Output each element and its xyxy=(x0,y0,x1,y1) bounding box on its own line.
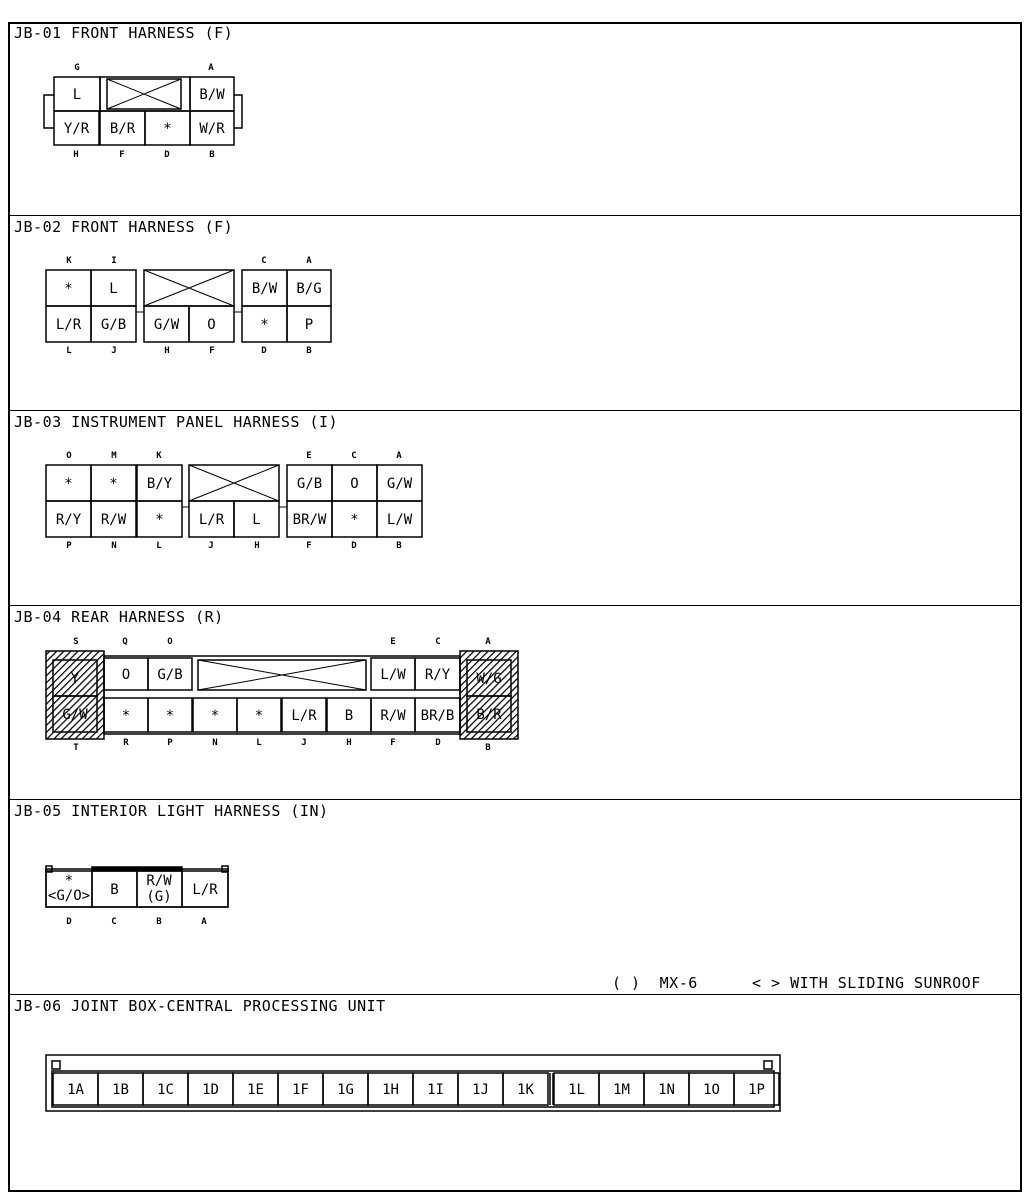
pin-letter: C xyxy=(435,637,441,647)
wire-color-label: B/Y xyxy=(146,476,173,492)
pin-letter: B xyxy=(396,541,402,551)
wire-color-label: * xyxy=(64,873,74,889)
wire-color-label: 1I xyxy=(427,1082,444,1098)
wire-color-label: G/B xyxy=(157,667,183,683)
pin-letter: D xyxy=(164,150,170,160)
wire-color-label: B/W xyxy=(199,87,225,103)
wire-color-label: BR/W xyxy=(292,512,327,528)
section-title: JB-06 JOINT BOX-CENTRAL PROCESSING UNIT xyxy=(14,997,386,1015)
pin-letter: H xyxy=(254,541,260,551)
wire-color-label: * xyxy=(260,317,269,333)
pin-letter: S xyxy=(73,637,79,647)
wire-color-label: * xyxy=(64,281,73,297)
pin-letter: T xyxy=(73,743,79,753)
pin-letter: Q xyxy=(122,637,128,647)
wire-color-label: 1E xyxy=(247,1082,264,1098)
hatched-lock-block xyxy=(46,651,104,739)
pin-letter: F xyxy=(119,150,125,160)
pin-letter: L xyxy=(66,346,72,356)
wire-color-label: 1A xyxy=(67,1082,84,1098)
pin-letter: M xyxy=(111,451,117,461)
wire-color-label: 1M xyxy=(613,1082,630,1098)
wire-color-label: L xyxy=(72,87,82,103)
wire-color-label: <G/O> xyxy=(47,888,91,904)
pin-letter: A xyxy=(485,637,491,647)
pin-letter: E xyxy=(390,637,396,647)
pin-letter: A xyxy=(396,451,402,461)
section-title: JB-05 INTERIOR LIGHT HARNESS (IN) xyxy=(14,802,329,820)
wire-color-label: L/W xyxy=(380,667,406,683)
wire-color-label: * xyxy=(165,708,175,724)
wire-color-label: O xyxy=(207,317,216,333)
pin-letter: A xyxy=(208,63,214,73)
section-title: JB-01 FRONT HARNESS (F) xyxy=(14,24,234,42)
pin-letter: F xyxy=(306,541,312,551)
pin-letter: E xyxy=(306,451,312,461)
connector-latch xyxy=(52,1061,60,1069)
connector-latch xyxy=(764,1061,772,1069)
wire-color-label: 1C xyxy=(157,1082,174,1098)
pin-letter: K xyxy=(156,451,162,461)
wire-color-label: * xyxy=(109,476,118,492)
wire-color-label: * xyxy=(210,708,220,724)
wire-color-label: R/W xyxy=(380,708,406,724)
wire-color-label: 1B xyxy=(112,1082,129,1098)
wire-color-label: R/W xyxy=(100,512,127,528)
pin-letter: I xyxy=(111,256,117,266)
pin-letter: B xyxy=(485,743,491,753)
pin-letter: H xyxy=(164,346,170,356)
pin-letter: L xyxy=(256,738,262,748)
legend-paren: ( ) MX-6 xyxy=(612,974,698,992)
pin-letter: A xyxy=(306,256,312,266)
pin-letter: J xyxy=(111,346,117,356)
section-title: JB-03 INSTRUMENT PANEL HARNESS (I) xyxy=(14,413,339,431)
wire-color-label: L xyxy=(252,512,261,528)
pin-letter: P xyxy=(66,541,72,551)
pin-letter: G xyxy=(74,63,80,73)
pin-letter: C xyxy=(351,451,357,461)
wire-color-label: * xyxy=(254,708,264,724)
pin-letter: A xyxy=(201,917,207,927)
pin-letter: C xyxy=(261,256,267,266)
pin-letter: L xyxy=(156,541,162,551)
wire-color-label: 1P xyxy=(748,1082,765,1098)
wire-color-label: B xyxy=(344,708,354,724)
pin-letter: N xyxy=(212,738,218,748)
section-title: JB-04 REAR HARNESS (R) xyxy=(14,608,224,626)
wire-color-label: 1O xyxy=(703,1082,720,1098)
wire-color-label: W/R xyxy=(199,121,225,137)
wire-color-label: L/R xyxy=(192,882,218,898)
wire-color-label: Y/R xyxy=(63,121,90,137)
pin-letter: K xyxy=(66,256,72,266)
pin-letter: N xyxy=(111,541,117,551)
wire-color-label: 1L xyxy=(568,1082,585,1098)
pin-letter: B xyxy=(306,346,312,356)
pin-letter: C xyxy=(111,917,117,927)
wire-color-label: B xyxy=(110,882,119,898)
wire-color-label: R/Y xyxy=(424,667,451,683)
pin-letter: H xyxy=(73,150,79,160)
pin-letter: B xyxy=(156,917,162,927)
pin-letter: D xyxy=(66,917,72,927)
wire-color-label: B/R xyxy=(109,121,136,137)
wire-color-label: B/W xyxy=(251,281,278,297)
wire-color-label: 1J xyxy=(472,1082,489,1098)
wire-color-label: BR/B xyxy=(420,708,455,724)
wire-color-label: O xyxy=(121,667,131,683)
wire-color-label: R/Y xyxy=(55,512,82,528)
wire-color-label: * xyxy=(155,512,164,528)
wire-color-label: 1N xyxy=(658,1082,675,1098)
pin-letter: F xyxy=(209,346,215,356)
connector-latch xyxy=(44,95,54,128)
pin-letter: P xyxy=(167,738,173,748)
wire-color-label: B/R xyxy=(476,707,502,723)
section-title: JB-02 FRONT HARNESS (F) xyxy=(14,218,234,236)
pin-letter: F xyxy=(390,738,396,748)
hatched-lock-block xyxy=(460,651,518,739)
wire-color-label: (G) xyxy=(146,889,172,905)
wire-color-label: G/B xyxy=(100,317,127,333)
wire-color-label: * xyxy=(350,512,359,528)
wire-color-label: W/G xyxy=(476,671,502,687)
wire-color-label: 1F xyxy=(292,1082,309,1098)
pin-letter: H xyxy=(346,738,352,748)
wire-color-label: R/W xyxy=(146,873,172,889)
wire-color-label: G/W xyxy=(62,707,88,723)
pin-letter: J xyxy=(208,541,214,551)
pin-letter: D xyxy=(435,738,441,748)
wire-color-label: * xyxy=(121,708,131,724)
wire-color-label: G/W xyxy=(386,476,413,492)
wire-color-label: G/B xyxy=(296,476,323,492)
wire-color-label: O xyxy=(350,476,359,492)
legend-angle: < > WITH SLIDING SUNROOF xyxy=(752,974,981,992)
wire-color-label: 1H xyxy=(382,1082,399,1098)
wire-color-label: * xyxy=(163,121,172,137)
pin-letter: O xyxy=(167,637,173,647)
wire-color-label: L xyxy=(109,281,118,297)
wire-color-label: 1K xyxy=(517,1082,534,1098)
pin-letter: D xyxy=(261,346,267,356)
pin-letter: O xyxy=(66,451,72,461)
wire-color-label: 1G xyxy=(337,1082,354,1098)
wire-color-label: G/W xyxy=(153,317,180,333)
pin-letter: R xyxy=(123,738,129,748)
wire-color-label: L/W xyxy=(386,512,413,528)
pin-letter: D xyxy=(351,541,357,551)
wire-color-label: L/R xyxy=(291,708,317,724)
wire-color-label: L/R xyxy=(198,512,225,528)
pin-letter: J xyxy=(301,738,307,748)
wire-color-label: 1D xyxy=(202,1082,219,1098)
wire-color-label: Y xyxy=(70,671,80,687)
wire-color-label: L/R xyxy=(55,317,82,333)
pin-letter: B xyxy=(209,150,215,160)
wire-color-label: * xyxy=(64,476,73,492)
wire-color-label: P xyxy=(304,317,314,333)
connector-latch xyxy=(234,95,242,128)
wire-color-label: B/G xyxy=(296,281,322,297)
